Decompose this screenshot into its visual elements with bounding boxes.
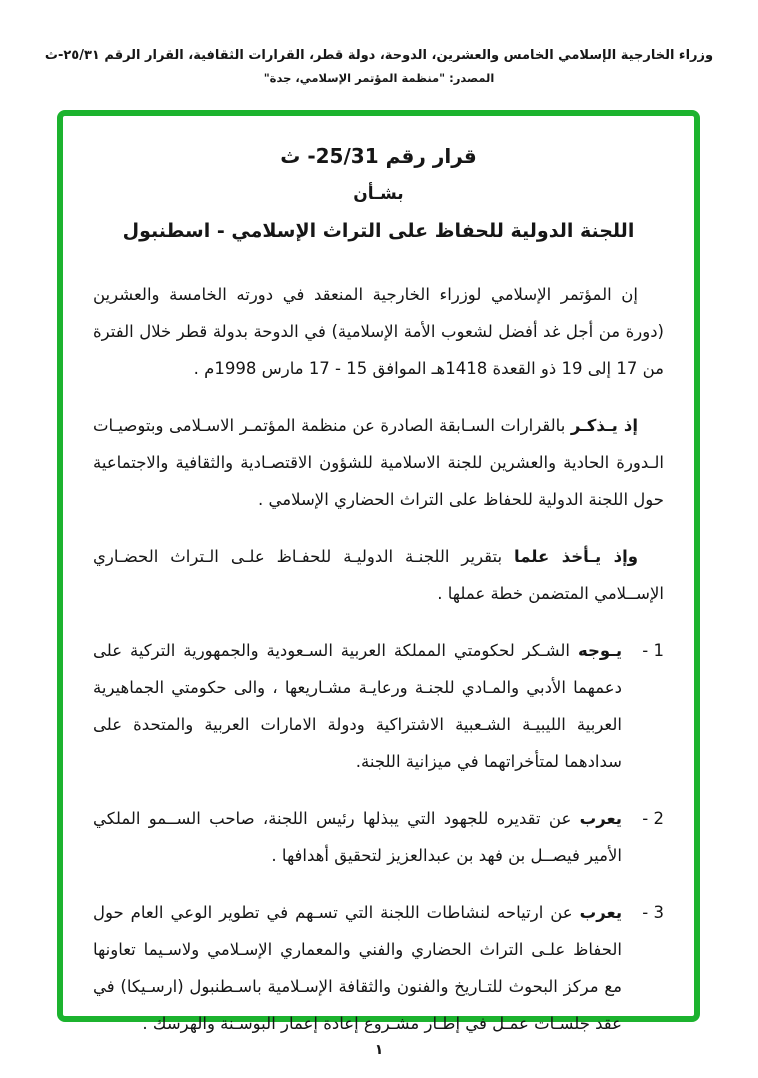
item-body-text: عن تقديره للجهود التي يبذلها رئيس اللجنة، صاحب الســمو الملكي الأمير فيصــل بن فهد بن عبدالعزيز لتحقيق أهدافها . [93, 809, 622, 865]
item-lead: يعرب [579, 903, 623, 922]
item-number: 2 - [642, 809, 664, 828]
item-body-text: الشـكر لحكومتي المملكة العربية السـعودية والجمهورية التركية على دعمهما الأدبي والمـادي للجنـة ورعايـة مشـاريعها ، والى حكومتي الجماهيرية العربية الليبيـة الشـعبية الاشتراكية ودولة الامارات العربية والمتحدة على سدادهما لمتأخراتهما في ميزانية اللجنة. [93, 641, 622, 771]
preamble-paragraph-2 [93, 407, 664, 518]
document-frame [57, 110, 700, 1033]
item-text [93, 632, 622, 780]
operative-items-list [93, 632, 664, 1042]
item-text [93, 894, 622, 1042]
item-lead: يعرب [579, 809, 622, 828]
paragraph-lead: إذ يـذكـر [570, 416, 638, 435]
document-title-block [93, 144, 664, 242]
item-body-text: عن ارتياحه لنشاطات اللجنة التي تسـهم في تطوير الوعي العام حول الحفاظ علـى التراث الحضاري والفني والمعماري الإسـلامي ولاسـيما تعاونها مع مركز البحوث للتـاريخ والفنون والثقافة الإسـلامية باسـطنبول (ارسـيكا) في عقد جلسـات عمـل في إطـار مشـروع إعادة إعمار البوسـنة والهرسك . [93, 903, 622, 1033]
source-header-source: المصدر: "منظمة المؤتمر الإسلامي، جدة" [263, 71, 495, 85]
page-number: ١ [374, 1042, 384, 1058]
paragraph-text: إن المؤتمر الإسلامي لوزراء الخارجية المنعقد في دورته الخامسة والعشرين (دورة من أجل غد أفضل لشعوب الأمة الإسلامية) في الدوحة بدولة قطر خلال الفترة من 17 إلى 19 ذو القعدة 1418هـ الموافق 15 - 17 مارس 1998م . [93, 285, 664, 378]
preamble-paragraph-1 [93, 276, 664, 387]
source-header [0, 48, 758, 85]
item-lead: يـوجه [577, 641, 623, 660]
source-header-citation: وزراء الخارجية الإسلامي الخامس والعشرين، الدوحة، دولة قطر، القرارات الثقافية، القرار الرقم ٢٥/٣١-ث [44, 48, 714, 63]
list-item-2 [93, 800, 664, 874]
resolution-subject-title: اللجنة الدولية للحفاظ على التراث الإسلامي - اسطنبول [122, 220, 635, 242]
list-item-1 [93, 632, 664, 780]
item-number: 1 - [642, 641, 664, 660]
resolution-regarding-label: بشـأن [353, 184, 404, 204]
paragraph-text: بتقرير اللجنـة الدوليـة للحفـاظ علـى الـتراث الحضـاري الإســلامي المتضمن خطة عملها . [93, 547, 664, 603]
list-item-3 [93, 894, 664, 1042]
resolution-number-title: قرار رقم 25/31- ث [280, 144, 477, 168]
item-number: 3 - [642, 903, 664, 922]
paragraph-text: بالقرارات السـابقة الصادرة عن منظمة المؤتمـر الاسـلامى وبتوصيـات الـدورة الحادية والعشرين للجنة الاسلامية للشؤون الاقتصـادية والثقافية والاجتماعية حول اللجنة الدولية للحفاظ على التراث الحضاري الإسلامي . [93, 416, 664, 509]
preamble-paragraph-3 [93, 538, 664, 612]
item-text [93, 800, 622, 874]
paragraph-lead: وإذ يـأخذ علما [514, 547, 638, 566]
